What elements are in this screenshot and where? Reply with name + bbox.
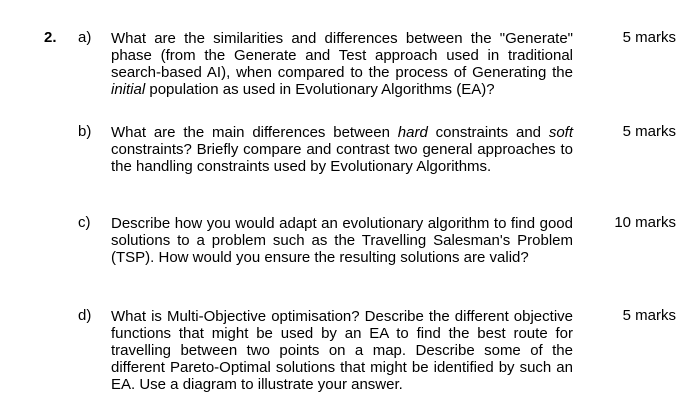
text-segment: What are the main differences between <box>111 124 398 141</box>
part-label: a) <box>78 29 92 46</box>
part-text: Describe how you would adapt an evolutionary algorithm to find good solutions to a problem such as the Travelling Salesman's Problem (TSP). How would you ensure the resulting solutions are valid? <box>111 215 573 266</box>
marks-label: 5 marks <box>622 123 676 140</box>
emphasized-text: soft <box>548 124 574 141</box>
text-segment: population as used in Evolutionary Algorithms (EA)? <box>145 81 495 98</box>
text-segment: constraints? Briefly compare and contrast two general approaches to the handling constraints used by Evolutionary Algorithms. <box>111 141 573 175</box>
part-text <box>111 30 573 98</box>
part-label: b) <box>78 123 92 140</box>
question-number: 2. <box>44 29 57 46</box>
emphasized-text: initial <box>111 81 146 98</box>
part-label: d) <box>78 307 92 324</box>
emphasized-text: hard <box>397 124 428 141</box>
part-label: c) <box>78 214 91 231</box>
text-segment: constraints and <box>427 124 549 141</box>
part-text <box>111 124 573 175</box>
marks-label: 5 marks <box>622 307 676 324</box>
marks-label: 10 marks <box>614 214 676 231</box>
part-text: What is Multi-Objective optimisation? Describe the different objective functions that might be used by an EA to find the best route for travelling between two points on a map. Describe some of the different Pareto-Optimal solutions that might be identified by such an EA. Use a diagram to illustrate your answer. <box>111 308 573 393</box>
marks-label: 5 marks <box>622 29 676 46</box>
text-segment: What are the similarities and differences between the "Generate" phase (from the Generate and Test approach used in traditional search-based AI), when compared to the process of Generating the <box>111 30 573 81</box>
